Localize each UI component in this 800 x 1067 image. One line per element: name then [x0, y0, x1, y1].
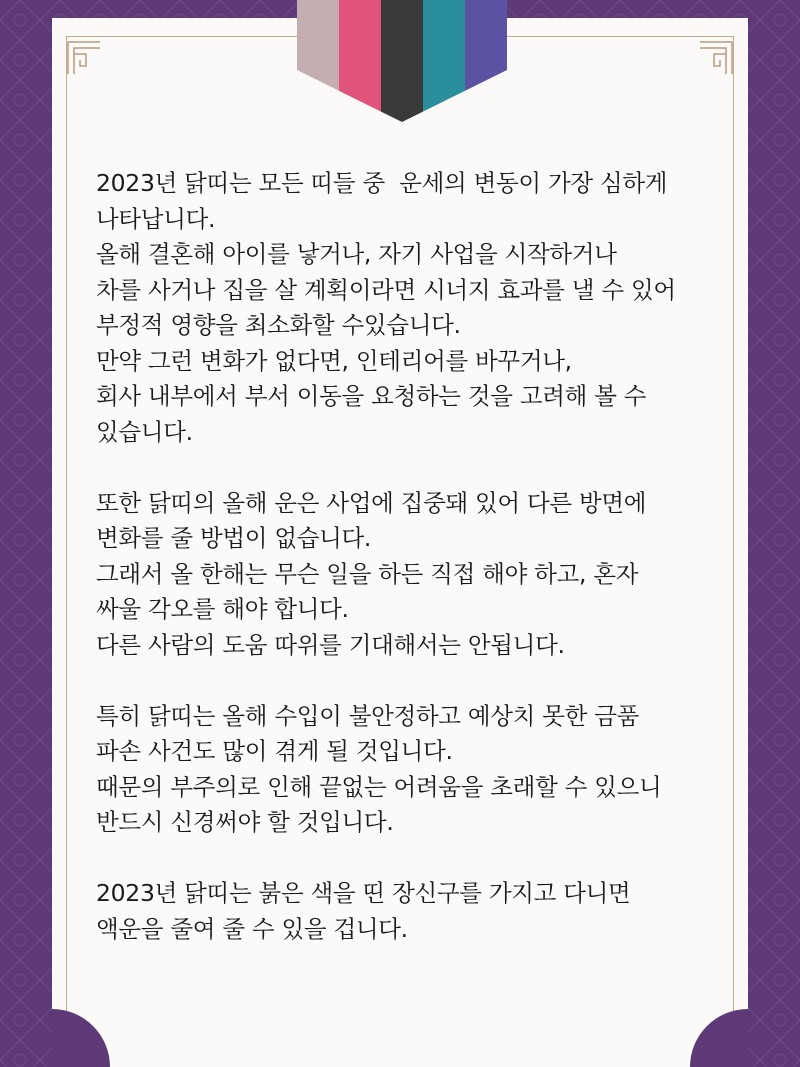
text-line: 나타납니다. — [96, 204, 216, 233]
text-line: 반드시 신경써야 할 것입니다. — [96, 808, 394, 836]
text-line: 변화를 줄 방법이 없습니다. — [96, 524, 372, 552]
text-line: 액운을 줄여 줄 수 있을 겁니다. — [96, 914, 408, 943]
corner-ornament-top-right-icon — [698, 40, 734, 76]
paragraph-spacer — [96, 663, 726, 699]
text-line: 차를 사거나 집을 살 계획이라면 시너지 효과를 낼 수 있어 — [96, 275, 676, 304]
text-line: 2023년 닭띠는 모든 띠들 중 운세의 변동이 가장 심하게 — [96, 169, 668, 197]
text-line: 회사 내부에서 부서 이동을 요청하는 것을 고려해 볼 수 — [96, 382, 647, 410]
text-line: 다른 사람의 도움 따위를 기대해서는 안됩니다. — [96, 630, 565, 659]
paragraph-3 — [96, 699, 726, 841]
paragraph-spacer — [96, 450, 726, 486]
text-line: 올해 결혼해 아이를 낳거나, 자기 사업을 시작하거나 — [96, 240, 617, 268]
paragraph-1 — [96, 166, 726, 450]
text-line: 2023년 닭띠는 붉은 색을 띤 장신구를 가지고 다니면 — [96, 879, 631, 907]
color-stripe-ribbon — [297, 0, 507, 122]
paragraph-4 — [96, 876, 726, 947]
corner-ornament-top-left-icon — [66, 40, 102, 76]
text-line: 만약 그런 변화가 없다면, 인테리어를 바꾸거나, — [96, 346, 572, 375]
paragraph-spacer — [96, 841, 726, 877]
text-line: 있습니다. — [96, 417, 193, 446]
paragraph-2 — [96, 486, 726, 664]
text-line: 파손 사건도 많이 겪게 될 것입니다. — [96, 737, 453, 765]
fortune-text-body — [96, 166, 726, 947]
text-line: 부정적 영향을 최소화할 수있습니다. — [96, 311, 461, 339]
text-line: 때문의 부주의로 인해 끝없는 어려움을 초래할 수 있으니 — [96, 772, 662, 801]
text-line: 싸울 각오를 해야 합니다. — [96, 595, 349, 623]
text-line: 그래서 올 한해는 무슨 일을 하든 직접 해야 하고, 혼자 — [96, 559, 639, 588]
text-line: 특히 닭띠는 올해 수입이 불안정하고 예상치 못한 금품 — [96, 701, 640, 730]
text-line: 또한 닭띠의 올해 운은 사업에 집중돼 있어 다른 방면에 — [96, 488, 647, 517]
